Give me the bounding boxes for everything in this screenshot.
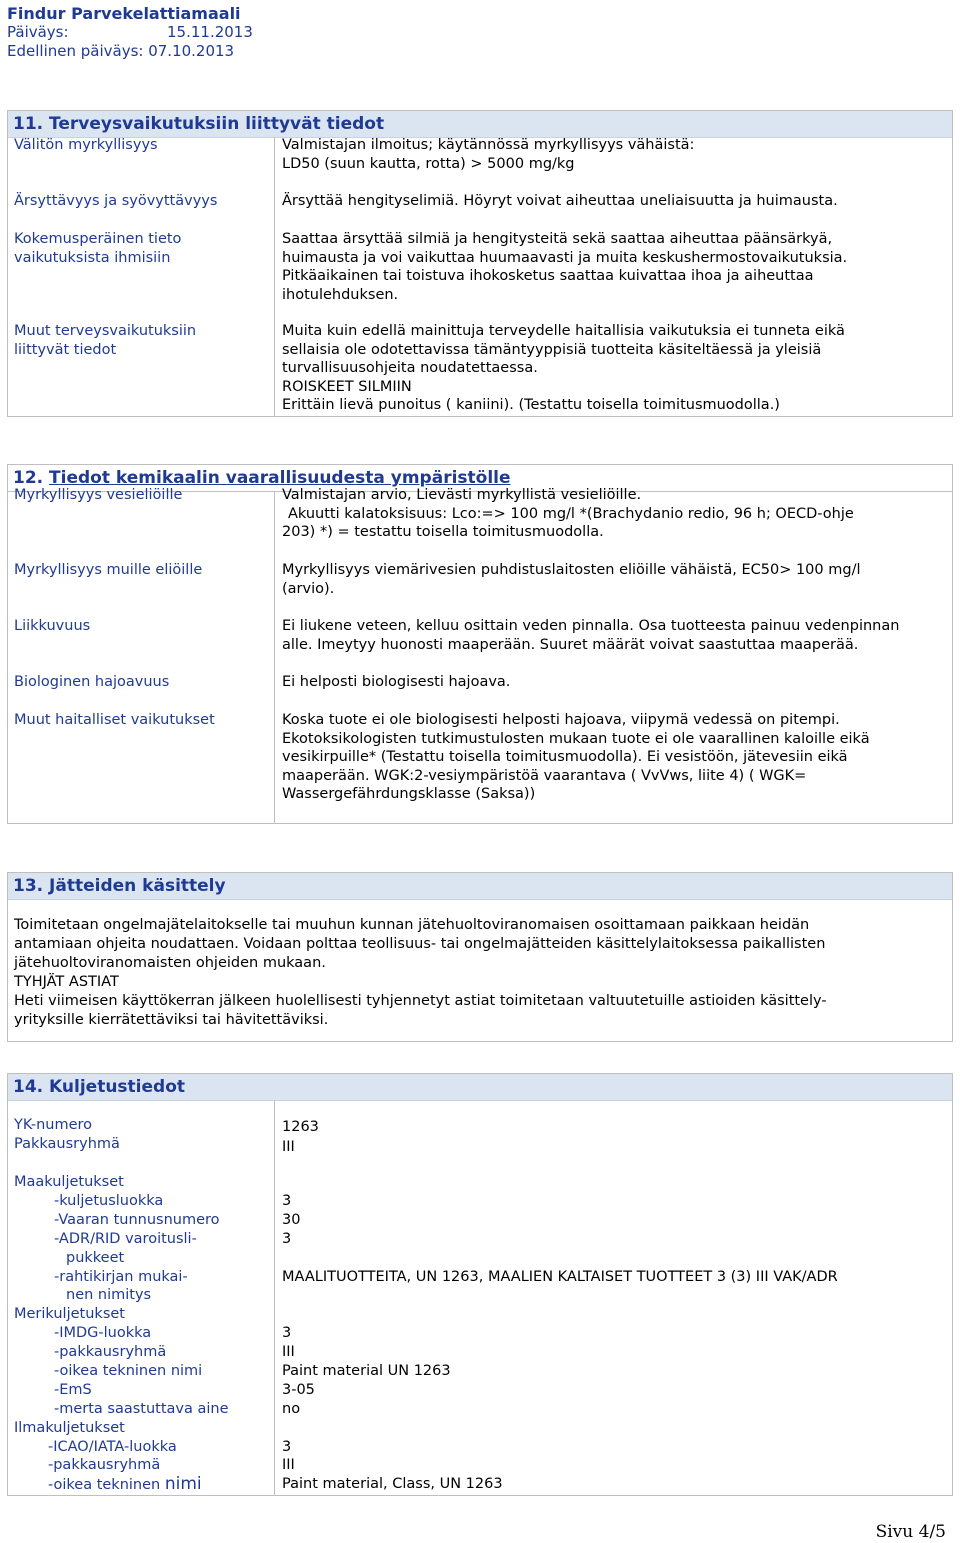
section-title: Terveysvaikutuksiin liittyvät tiedot xyxy=(49,114,385,134)
row-value xyxy=(282,136,946,173)
section-11 xyxy=(7,110,953,417)
section-13-heading xyxy=(8,873,952,900)
value-line: Ei liukene veteen, kelluu osittain veden pinnalla. Osa tuotteesta painuu vedenpinnan xyxy=(282,618,900,634)
value-line: maaperään. WGK:2-vesiympäristöä vaarantava ( VvVws, liite 4) ( WGK= xyxy=(282,767,807,784)
row-value xyxy=(282,486,946,542)
section-number: 13. xyxy=(13,876,44,896)
row-label xyxy=(14,192,217,211)
value-line: Valmistajan ilmoitus; käytännössä myrkyllisyys vähäistä: xyxy=(282,137,695,153)
label-line: liittyvät tiedot xyxy=(14,342,117,358)
air-item-value: 3 xyxy=(282,1439,292,1455)
row-value xyxy=(282,561,946,598)
air-item-value: Paint material, Class, UN 1263 xyxy=(282,1476,503,1492)
row-value xyxy=(282,617,946,654)
row-label xyxy=(14,711,215,730)
sea-transport-label: Merikuljetukset xyxy=(14,1306,125,1322)
sea-item-value: 3 xyxy=(282,1325,292,1341)
row-label xyxy=(14,617,90,636)
document-header xyxy=(7,4,253,61)
air-item-label-text: -ICAO/IATA-luokka xyxy=(48,1439,177,1455)
value-line: Myrkyllisyys viemärivesien puhdistuslaitosten eliöille vähäistä, EC50> 100 mg/l xyxy=(282,562,861,578)
air-transport-label: Ilmakuljetukset xyxy=(14,1420,125,1436)
value-line: 203) *) = testattu toisella toimitusmuodolla. xyxy=(282,524,604,540)
page-number: Sivu 4/5 xyxy=(875,1522,946,1542)
air-item-label xyxy=(14,1475,288,1495)
date-row xyxy=(7,23,253,42)
value-line: (arvio). xyxy=(282,580,335,597)
label-line: Liikkuvuus xyxy=(14,618,91,634)
text-line: Heti viimeisen käyttökerran jälkeen huolellisesti tyhjennetyt astiat toimitetaan valtuutetuille astioiden käsittely- xyxy=(14,993,827,1009)
packing-group-label: Pakkausryhmä xyxy=(14,1136,120,1152)
value-line: LD50 (suun kautta, rotta) > 5000 mg/kg xyxy=(282,155,575,172)
text-line: TYHJÄT ASTIAT xyxy=(14,974,119,990)
label-line: Ärsyttävyys ja syövyttävyys xyxy=(14,193,218,209)
air-item-label xyxy=(14,1456,288,1475)
value-line: Erittäin lievä punoitus ( kaniini). (Testattu toisella toimitusmuodolla.) xyxy=(282,397,780,413)
air-item-label-text: -pakkausryhmä xyxy=(48,1457,161,1473)
row-label xyxy=(14,230,181,268)
column-divider xyxy=(274,137,275,416)
sea-item-label: -merta saastuttava aine xyxy=(54,1401,229,1417)
value-line: sellaisia ole odotettavissa tämäntyyppisiä tuotteita käsiteltäessä ja yleisiä xyxy=(282,341,822,358)
row-label xyxy=(14,486,182,505)
land-transport-label: Maakuljetukset xyxy=(14,1174,124,1190)
row-value xyxy=(282,192,946,211)
value-line: vesikirpuille* (Testattu toisella toimitusmuodolla). Ei vesistöön, jätevesiin eikä xyxy=(282,749,848,765)
label-line: Myrkyllisyys muille eliöille xyxy=(14,562,203,578)
section-number: 12. xyxy=(13,468,44,488)
sea-item-label: -pakkausryhmä xyxy=(54,1344,167,1360)
column-divider xyxy=(274,491,275,823)
date-label: Päiväys: xyxy=(7,23,69,41)
value-line: Wassergefährdungsklasse (Saksa)) xyxy=(282,786,536,802)
land-item-label: nen nimitys xyxy=(66,1287,152,1303)
land-item-label: -Vaaran tunnusnumero xyxy=(54,1212,220,1228)
packing-group-value: III xyxy=(282,1139,295,1155)
row-label xyxy=(14,673,169,692)
un-number-label: YK-numero xyxy=(14,1117,93,1133)
row-value xyxy=(282,711,946,804)
un-number-value: 1263 xyxy=(282,1119,319,1135)
sea-item-value: 3-05 xyxy=(282,1382,315,1398)
value-line: Muita kuin edellä mainittuja terveydelle haitallisia vaikutuksia ei tunneta eikä xyxy=(282,323,845,339)
land-item-value: MAALITUOTTEITA, UN 1263, MAALIEN KALTAISET TUOTTEET 3 (3) III VAK/ADR xyxy=(282,1269,838,1285)
land-item-label: pukkeet xyxy=(66,1250,125,1266)
date-value: 15.11.2013 xyxy=(167,23,253,41)
value-line: alle. Imeytyy huonosti maaperään. Suuret määrät voivat saastuttaa maaperää. xyxy=(282,636,859,653)
row-label xyxy=(14,322,196,360)
section-title: Jätteiden käsittely xyxy=(49,876,226,896)
sea-item-value: III xyxy=(282,1344,295,1360)
air-item-label-tail: nimi xyxy=(164,1474,202,1494)
section-14-heading xyxy=(8,1074,952,1101)
section-12 xyxy=(7,464,953,824)
value-line: Saattaa ärsyttää silmiä ja hengitysteitä sekä saattaa aiheuttaa päänsärkyä, xyxy=(282,231,833,247)
land-item-label: -rahtikirjan mukai- xyxy=(54,1269,188,1285)
section-number: 14. xyxy=(13,1077,44,1097)
prev-date-label: Edellinen päiväys: xyxy=(7,42,144,60)
text-line: antamiaan ohjeita noudattaen. Voidaan polttaa teollisuus- tai ongelmajätteiden käsittelylaitoksessa paikallisten xyxy=(14,936,826,952)
air-item-label-text: -oikea tekninen xyxy=(48,1477,161,1493)
land-item-value: 3 xyxy=(282,1193,292,1209)
value-line: turvallisuusohjeita noudatettaessa. xyxy=(282,360,538,376)
text-line: jätehuoltoviranomaisten ohjeiden mukaan. xyxy=(14,955,326,971)
text-line: Toimitetaan ongelmajätelaitokselle tai muuhun kunnan jätehuoltoviranomaisen osoittamaan paikkaan heidän xyxy=(14,917,810,933)
air-item-label xyxy=(14,1438,288,1457)
land-item-label: -kuljetusluokka xyxy=(54,1193,164,1209)
label-line: Kokemusperäinen tieto xyxy=(14,231,182,247)
value-line: Valmistajan arvio, Lievästi myrkyllistä vesieliöille. xyxy=(282,487,642,503)
land-item-value: 3 xyxy=(282,1231,292,1247)
company-name: Findur Parvekelattiamaali xyxy=(7,4,241,23)
section-14 xyxy=(7,1073,953,1496)
row-value xyxy=(282,322,946,415)
land-item-label: -ADR/RID varoitusli- xyxy=(54,1231,197,1247)
section-13 xyxy=(7,872,953,1042)
sea-item-label: -EmS xyxy=(54,1382,92,1398)
value-line: Ei helposti biologisesti hajoava. xyxy=(282,674,511,690)
disposal-text xyxy=(14,916,944,1030)
label-line: Muut haitalliset vaikutukset xyxy=(14,712,215,728)
value-line: Ekotoksikologisten tutkimustulosten mukaan tuote ei ole vaarallinen kaloille eikä xyxy=(282,730,870,747)
row-value xyxy=(282,673,946,692)
text-line: yrityksille kierrätettäviksi tai hävitettäviksi. xyxy=(14,1012,329,1028)
value-line: ihotulehduksen. xyxy=(282,286,399,303)
label-line: Muut terveysvaikutuksiin xyxy=(14,323,197,339)
label-line: Myrkyllisyys vesieliöille xyxy=(14,487,183,503)
prev-date-value: 07.10.2013 xyxy=(148,42,235,60)
sea-item-value: Paint material UN 1263 xyxy=(282,1363,451,1379)
label-line: vaikutuksista ihmisiin xyxy=(14,250,171,266)
row-value xyxy=(282,230,946,304)
prev-date-row xyxy=(7,42,253,61)
sea-item-label: -oikea tekninen nimi xyxy=(54,1363,203,1379)
section-title: Kuljetustiedot xyxy=(49,1077,186,1097)
label-line: Välitön myrkyllisyys xyxy=(14,137,158,153)
value-line: ROISKEET SILMIIN xyxy=(282,378,412,395)
sea-item-label: -IMDG-luokka xyxy=(54,1325,152,1341)
value-line: Pitkäaikainen tai toistuva ihokosketus saattaa kuivattaa ihoa ja aiheuttaa xyxy=(282,268,814,284)
value-line: huimausta ja voi vaikuttaa huumaavasti ja muita keskushermostovaikutuksia. xyxy=(282,249,848,266)
value-line: Ärsyttää hengityselimiä. Höyryt voivat aiheuttaa uneliaisuutta ja huimausta. xyxy=(282,193,838,209)
row-label xyxy=(14,136,158,155)
section-11-heading xyxy=(8,111,952,138)
sea-item-value: no xyxy=(282,1401,301,1417)
air-item-value: III xyxy=(282,1457,295,1473)
row-label xyxy=(14,561,202,580)
label-line: Biologinen hajoavuus xyxy=(14,674,170,690)
land-item-value: 30 xyxy=(282,1212,301,1228)
section-number: 11. xyxy=(13,114,44,134)
value-line: Akuutti kalatoksisuus: Lco:=> 100 mg/l *(Brachydanio redio, 96 h; OECD-ohje xyxy=(288,505,854,522)
section-title: Tiedot kemikaalin vaarallisuudesta ympäristölle xyxy=(49,468,511,488)
value-line: Koska tuote ei ole biologisesti helposti hajoava, viipymä vedessä on pitempi. xyxy=(282,712,840,728)
